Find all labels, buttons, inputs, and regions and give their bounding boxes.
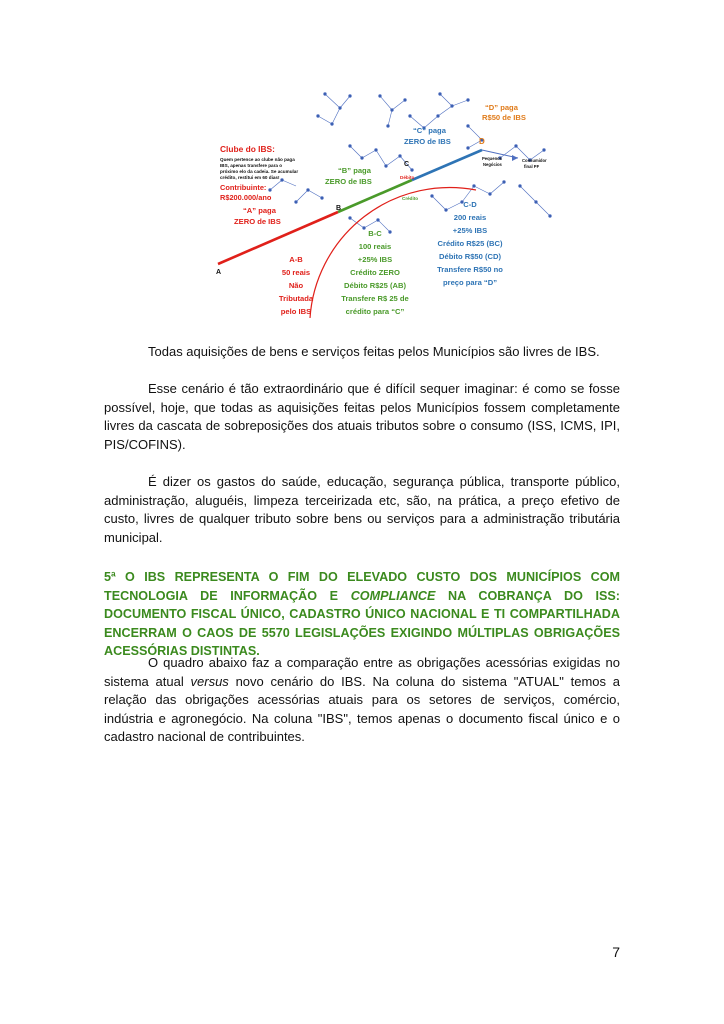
cd-line: Transfere R$50 no: [437, 265, 503, 274]
cd-line: 200 reais: [453, 213, 487, 222]
page-number: 7: [612, 944, 620, 960]
heading-part-2: NA COBRANÇA DO ISS: DOCUMENTO FISCAL ÚNICO, CADASTRO ÚNICO NACIONAL E TI COMPARTILHADA ENCERRAM O CAOS DE 5570 LEGISLAÇÕES EXIGINDO MÚLTIPLAS OBRIGAÇÕES ACESSÓRIAS DISTINTAS.: [104, 588, 620, 659]
segment-bc-text: [341, 229, 409, 316]
ab-line: Tributada: [278, 294, 314, 303]
b-pays-value: ZERO de IBS: [325, 177, 372, 186]
heading-italic: COMPLIANCE: [350, 588, 436, 603]
consumer-arrow-icon: [512, 155, 518, 161]
ab-line: 50 reais: [281, 268, 311, 277]
d-pays-value: R$50 de IBS: [482, 113, 526, 122]
paragraph-2-text: Esse cenário é tão extraordinário que é difícil sequer imaginar: é como se fosse possível, hoje, que todas as aquisições feitas pelos Municípios fossem completamente livres da cascata de sobreposições dos atuais tributos sobre o consumo (ISS, ICMS, IPI, PIS/COFINS).: [104, 381, 620, 452]
point-a: A: [216, 269, 222, 276]
ab-line: A-B: [289, 255, 303, 264]
point-c: C: [404, 161, 410, 168]
club-desc-line: próximo elo da cadeia. Se acumular: [220, 169, 299, 174]
paragraph-3: [104, 473, 620, 547]
club-desc-line: Quem pertence ao clube não paga: [220, 157, 295, 162]
cd-line: Débito R$50 (CD): [438, 252, 502, 261]
ab-line: Não: [288, 281, 304, 290]
ab-line: pelo IBS: [280, 307, 312, 316]
segment-ab-text: [279, 255, 314, 316]
final-pf-label: final PF: [524, 164, 540, 169]
paragraph-4: [104, 654, 620, 747]
b-pays-label: “B” paga: [338, 166, 371, 175]
a-pays-label: “A” paga: [243, 206, 276, 215]
section-heading: [104, 568, 620, 661]
credito-label: Crédito: [402, 196, 419, 201]
pequenos-label: Pequenos: [482, 156, 503, 161]
consumidor-label: Consumidor: [522, 158, 547, 163]
paragraph-1: [104, 343, 620, 362]
c-pays-value: ZERO de IBS: [404, 137, 451, 146]
c-pays-label: “C” paga: [413, 126, 446, 135]
bc-line: 100 reais: [358, 242, 392, 251]
ibs-chain-figure: [200, 86, 560, 332]
paragraph-3-text: É dizer os gastos do saúde, educação, segurança pública, transporte público, administração, aluguéis, limpeza terceirizada etc, são, na prática, a preço efetivo de custo, livres de qualquer tributo sobre bens ou serviços para a administração tributária municipal.: [104, 474, 620, 545]
ibs-chain-diagram: [200, 86, 560, 332]
segment-cd-text: [437, 200, 503, 287]
club-desc-line: crédito, restitui em 60 dias!: [220, 175, 280, 180]
paragraph-4-text-cont: novo cenário do IBS. Na coluna do sistema "ATUAL" temos a relação das obrigações acessórias atuais para os setores de serviços, comércio, indústria e agronegócio. Na coluna "IBS", temos apenas o documento fiscal único e o cadastro nacional de contribuintes.: [104, 673, 621, 745]
bc-line: Crédito ZERO: [350, 268, 400, 277]
paragraph-4-text: O quadro abaixo faz a comparação entre as obrigações acessórias exigidas no sistema atual: [104, 655, 620, 689]
heading-part-1: 5ª O IBS REPRESENTA O FIM DO ELEVADO CUSTO DOS MUNICÍPIOS COM TECNOLOGIA DE INFORMAÇÃO E: [104, 570, 620, 603]
paragraph-1-text: Todas aquisições de bens e serviços feitas pelos Municípios são livres de IBS.: [148, 344, 600, 359]
d-pays-label: “D” paga: [485, 103, 518, 112]
bc-line: crédito para “C”: [345, 307, 405, 316]
bc-line: Transfere R$ 25 de: [341, 294, 409, 303]
debito-label: Débito: [400, 175, 415, 180]
contributor-label: Contribuinte:: [220, 183, 267, 192]
club-title: Clube do IBS:: [220, 144, 275, 154]
bc-line: +25% IBS: [357, 255, 393, 264]
cd-line: C-D: [463, 200, 477, 209]
cd-line: +25% IBS: [452, 226, 488, 235]
bc-line: B-C: [368, 229, 382, 238]
a-pays-value: ZERO de IBS: [234, 217, 281, 226]
club-desc-line: IBS, apenas transfere para o: [220, 163, 283, 168]
paragraph-4-italic: versus: [190, 673, 229, 689]
bc-line: Débito R$25 (AB): [343, 281, 407, 290]
cd-line: preço para “D”: [442, 278, 498, 287]
cd-line: Crédito R$25 (BC): [437, 239, 503, 248]
point-d: D: [479, 137, 485, 146]
point-b: B: [336, 205, 342, 212]
negocios-label: Negócios: [483, 162, 502, 167]
paragraph-2: [104, 380, 620, 454]
contributor-value: R$200.000/ano: [220, 193, 272, 202]
segment-cd-line: [412, 150, 482, 180]
